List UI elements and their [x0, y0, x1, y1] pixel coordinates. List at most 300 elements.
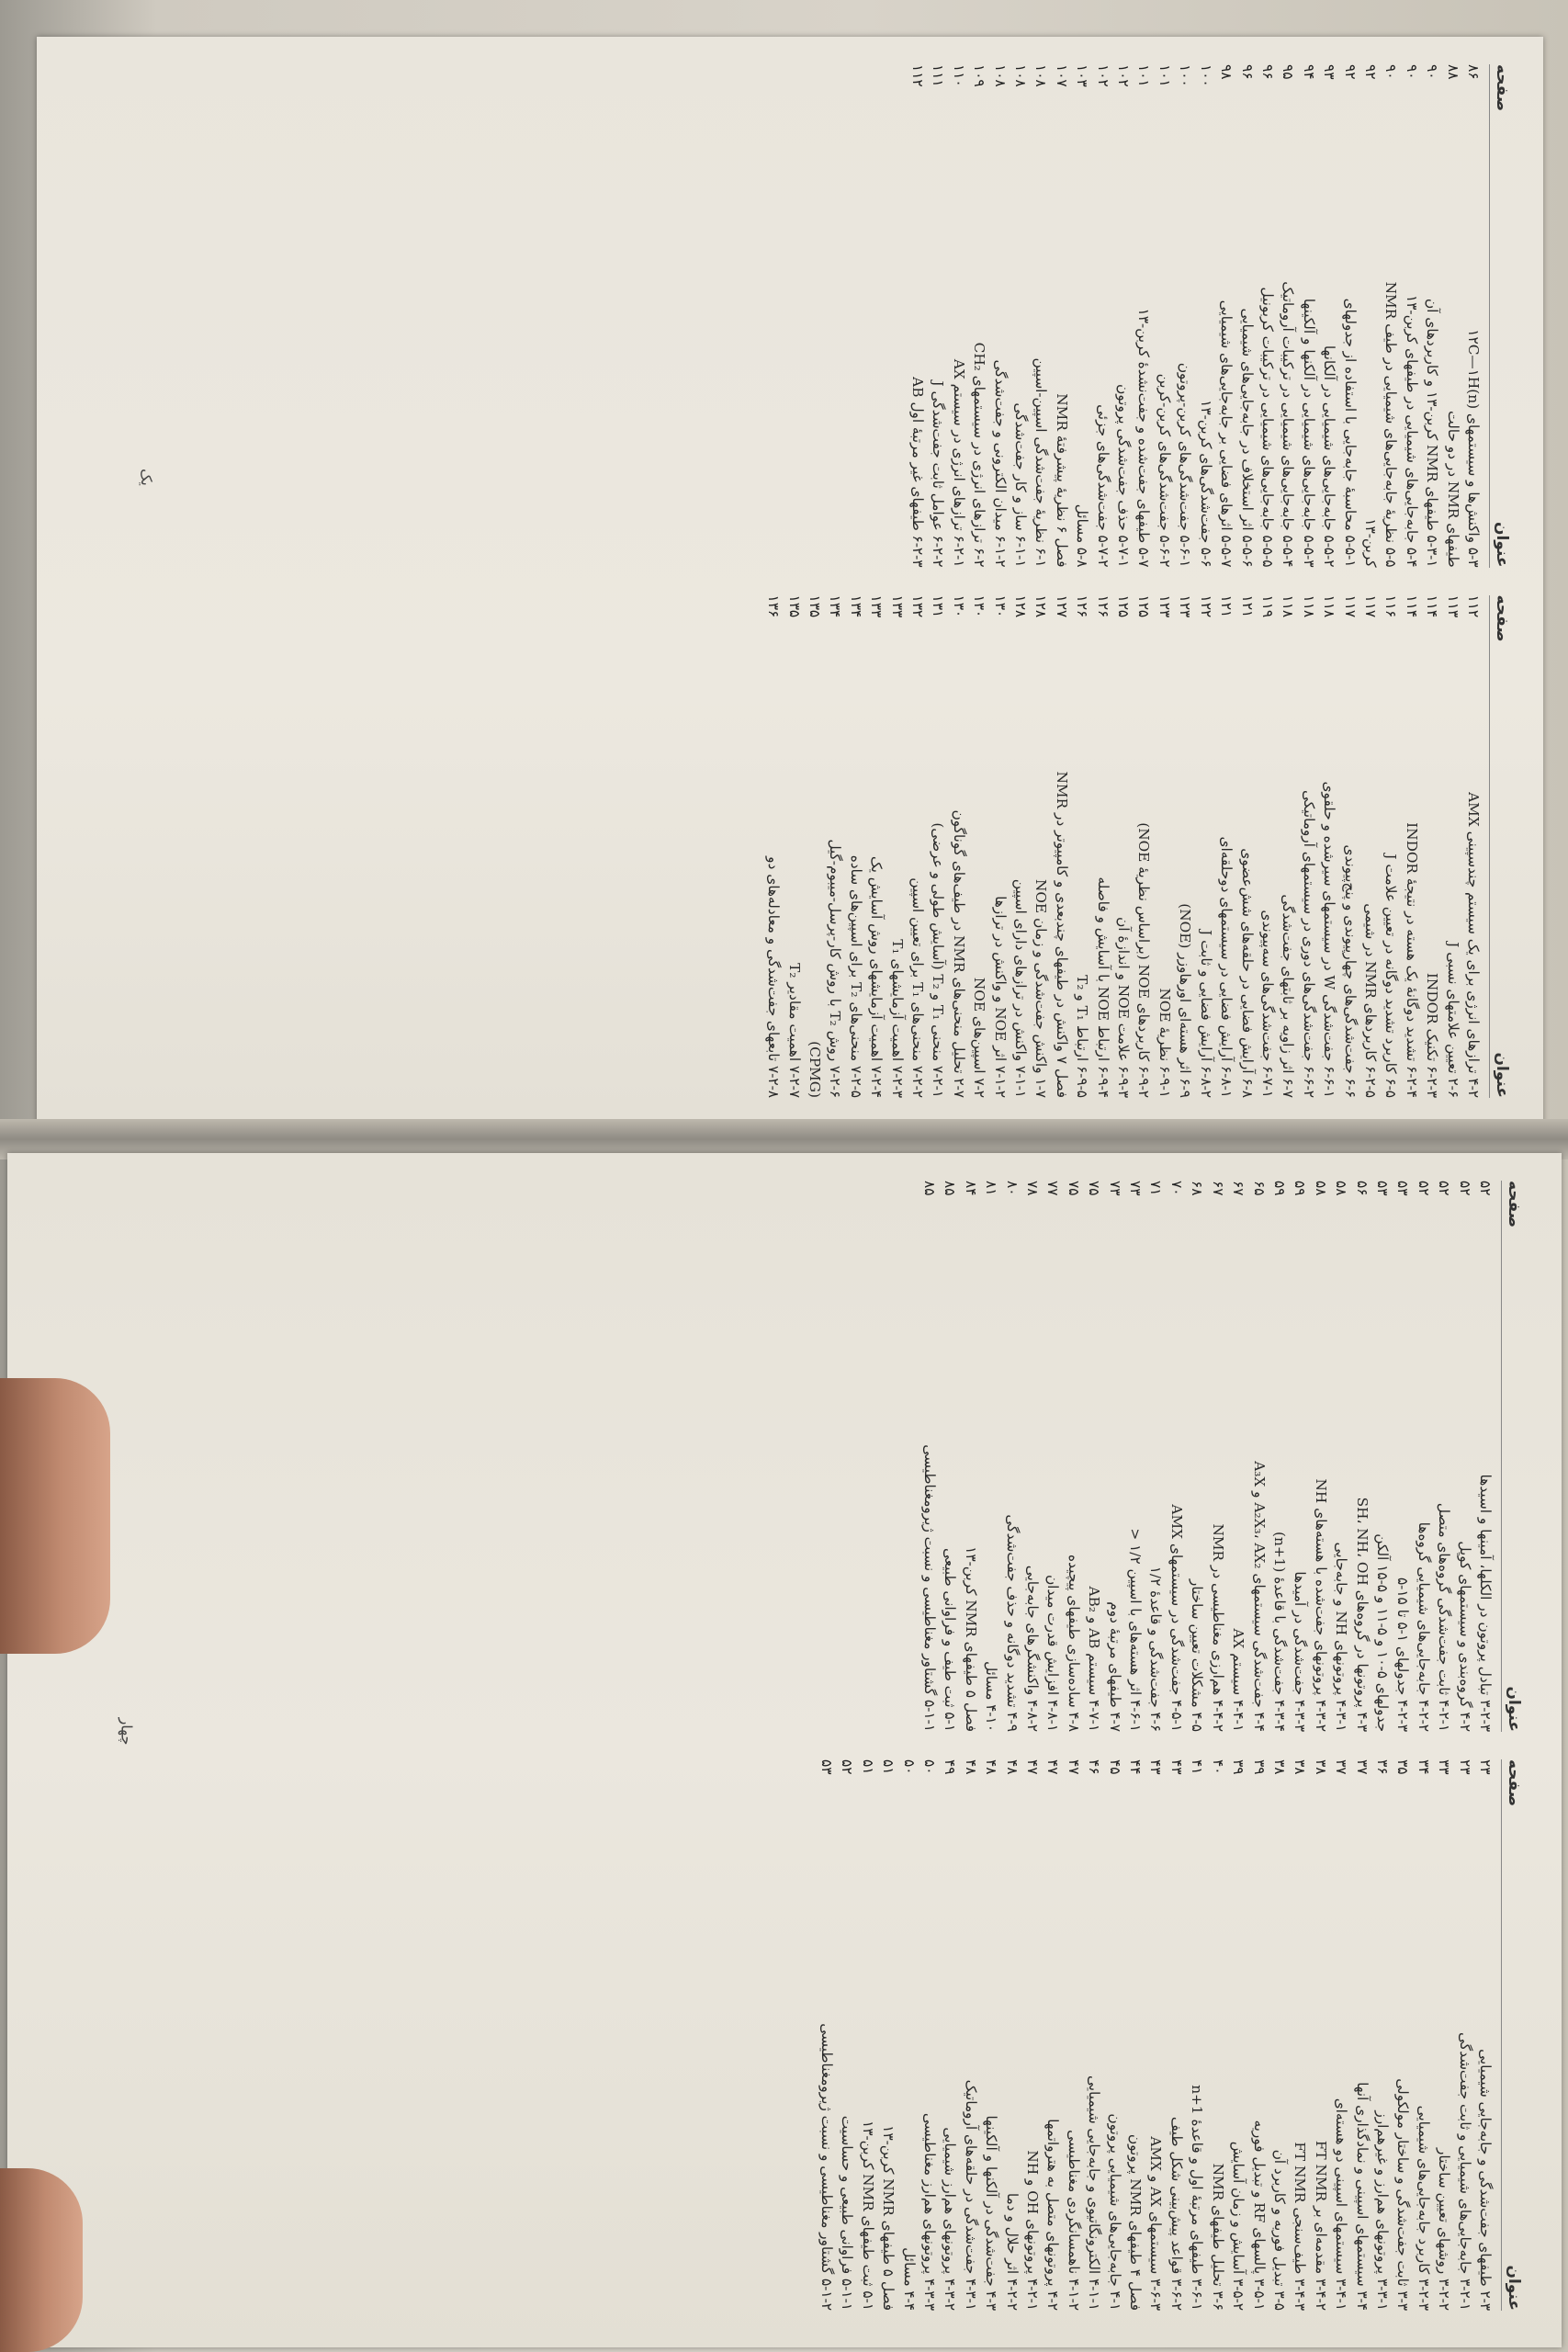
toc-entry	[1319, 64, 1339, 568]
toc-entry-title: ۷-۲-۴ اهمیت آزمایشهای روش آسایش یک	[868, 855, 886, 1098]
toc-entry-page: ۱۳۲	[909, 594, 927, 618]
toc-entry-title: ۴-۲-۳ جدولهای ۱-۵ تا ۱۵-۵	[1394, 1577, 1412, 1732]
toc-entry-page: ۴۴	[1127, 1759, 1145, 1775]
toc-entry-page: ۹۲	[1361, 64, 1379, 80]
header-page: صفحه	[1493, 594, 1511, 642]
toc-entry	[1310, 1759, 1330, 2311]
toc-entry-page: ۹۴	[1300, 64, 1317, 80]
toc-entry-title: ۴-۵ مشکلات تعیین ساختار	[1189, 1578, 1206, 1732]
toc-entry-title: ۳-۲-۳ کاربرد جابه‌جایی‌های شیمیایی	[1415, 2105, 1432, 2311]
toc-entry-page: ۷۰	[1168, 1181, 1185, 1196]
toc-entry-page: ۱۱۶	[1382, 594, 1400, 618]
toc-entry-title: ۴-۴ مسائل	[900, 2247, 918, 2311]
toc-entry-page: ۱۳۶	[765, 594, 783, 618]
toc-entry-page: ۹۲	[1341, 64, 1359, 80]
toc-entry-page: ۱۰۳	[1074, 64, 1091, 87]
toc-entry	[989, 64, 1010, 568]
toc-entry-page: ۹۶	[1238, 64, 1256, 80]
toc-entry	[1175, 64, 1195, 568]
toc-entry-title: ۶-۱ نظریهٔ جفت‌شدگی اسپین-اسپین	[1032, 357, 1050, 568]
toc-entry-title: ۴-۴-۲ هم‌ارزی مغناطیسی در NMR	[1209, 1523, 1226, 1732]
toc-entry-title: ۵-۸ مسائل	[1074, 503, 1091, 568]
toc-entry	[981, 1181, 1001, 1732]
toc-entry	[1043, 1181, 1063, 1732]
toc-entry	[948, 64, 968, 568]
toc-entry	[1216, 595, 1236, 1099]
page-folio: یک	[137, 469, 155, 486]
toc-entry	[866, 595, 886, 1099]
toc-entry	[1031, 595, 1051, 1099]
toc-entry-page: ۴۷	[1024, 1759, 1042, 1775]
toc-entry-page: ۴۰	[1209, 1759, 1226, 1775]
toc-entry	[1393, 1181, 1413, 1732]
toc-entry-page: ۸۰	[1003, 1181, 1021, 1196]
toc-entry	[1195, 64, 1215, 568]
toc-entry-page: ۱۱۳	[1444, 594, 1461, 618]
toc-entry-title: ۳-۶ تحلیل طیفهای NMR	[1209, 2163, 1226, 2311]
toc-entry-page: ۱۲۶	[1074, 594, 1091, 618]
toc-entry-page: ۱۲۸	[1032, 594, 1050, 618]
toc-entry-page: ۷۷	[1044, 1181, 1062, 1196]
toc-entry-page: ۵۶	[1353, 1181, 1371, 1196]
toc-entry-page: ۳۳	[1436, 1759, 1453, 1775]
toc-entry-title: ۶-۹-۱ نظریهٔ NOE	[1156, 988, 1173, 1098]
toc-entry-page: ۱۲۳	[1156, 594, 1173, 618]
toc-entry-title: ۵-۵-۶ اثر استخلاف در جابه‌جایی‌های شیمیایی	[1238, 308, 1256, 568]
toc-entry-title: ۲-۷ تحلیل منحنی‌های NMR در طیف‌های گوناگون	[950, 809, 967, 1098]
toc-entry-page: ۵۸	[1333, 1181, 1350, 1196]
toc-entry	[1092, 64, 1112, 568]
toc-entry	[928, 64, 948, 568]
toc-entry	[1413, 1759, 1433, 2311]
toc-entry-title: ۴-۱-۱ الکترونگاتیوی و جابه‌جایی شیمیایی	[1086, 2075, 1103, 2311]
toc-entry-title: طیفهای NMR در دو حالت	[1444, 411, 1461, 568]
toc-entry	[1372, 1181, 1393, 1732]
toc-entry-page: ۱۳۰	[991, 594, 1009, 618]
toc-entry-page: ۹۰	[1424, 64, 1441, 80]
toc-entry	[919, 1759, 940, 2311]
toc-entry-page: ۵۹	[1292, 1181, 1309, 1196]
toc-entry-title: ۶-۲-۴ تشدید دوگانهٔ یک هسته در نتیجهٔ INDOR	[1403, 822, 1420, 1098]
toc-entry	[805, 595, 825, 1099]
toc-entry	[1104, 1181, 1124, 1732]
toc-entry-title: ۵-۵-۷ اثرهای فضایی بر جابه‌جایی‌های شیمیایی	[1218, 300, 1235, 568]
toc-entry-title: ۶-۲-۱ ترازهای انرژی در سیستم AX	[950, 358, 967, 568]
toc-entry-page: ۹۳	[1321, 64, 1338, 80]
toc-entry	[1228, 1759, 1248, 2311]
toc-entry-title: کربن-۱۳	[1361, 518, 1379, 568]
toc-entry-title: ۶-۶ جفت‌شدگی‌های چهارپیوندی و پنج‌پیوندی	[1341, 844, 1359, 1098]
toc-entry-page: ۱۱۷	[1341, 594, 1359, 618]
toc-entry-page: ۱۱۴	[1403, 594, 1420, 618]
toc-entry	[1434, 1181, 1454, 1732]
toc-entry	[1092, 595, 1112, 1099]
toc-entry-page: ۱۳۵	[807, 594, 823, 618]
toc-entry-page: ۸۵	[921, 1181, 939, 1196]
toc-entry-page: ۳۶	[1373, 1759, 1391, 1775]
toc-entry-page: ۴۸	[962, 1759, 979, 1775]
toc-entry-title: ۳-۵-۱ پالسهای RF و تبدیل فوریه	[1250, 2120, 1268, 2311]
toc-entry	[1442, 64, 1462, 568]
toc-entry-title: ۵-۵-۵ جابه‌جایی‌های شیمیایی در ترکیبات کربونیل	[1258, 287, 1276, 568]
toc-entry	[817, 1759, 837, 2311]
toc-entry	[878, 1759, 898, 2311]
toc-entry-page: ۱۰۱	[1135, 64, 1153, 87]
toc-entry-page: ۶۷	[1209, 1181, 1226, 1196]
toc-entry-title: ۵-۱ ثبت طیف و فراوانی طبیعی	[942, 1547, 959, 1732]
toc-entry-title: ۶-۶-۲ جفت‌شدگی‌های دوری در سیستمهای آروماتیکی	[1300, 789, 1317, 1098]
toc-entry-page: ۵۲	[1456, 1181, 1473, 1196]
bottom-col-left	[817, 1181, 1523, 1732]
toc-entry	[1113, 595, 1134, 1099]
toc-entry	[940, 1181, 960, 1732]
toc-entry-page: ۵۸	[1312, 1181, 1329, 1196]
toc-entry-title: ۷-۲-۶ روش T₂ با روش کار-پرسل-میبوم-گیل	[827, 839, 844, 1098]
toc-entry	[1298, 64, 1318, 568]
toc-entry-title: ۳-۴ سیستمهای اسپینی و نمادگذاری آنها	[1353, 2082, 1371, 2311]
toc-entry	[1228, 1181, 1248, 1732]
toc-entry-title: ۶-۶-۱ جفت‌شدگی W در سیستمهای سیرشده و حلقوی	[1321, 781, 1338, 1098]
hand-thumb	[0, 1378, 110, 1654]
toc-entry-page: ۴۶	[1086, 1759, 1103, 1775]
toc-entry	[1360, 595, 1381, 1099]
toc-entry-page: ۵۳	[1373, 1181, 1391, 1196]
toc-entry	[1310, 1181, 1330, 1732]
toc-entry-title: ۶-۲-۳ طیفهای غیر مرتبهٔ اول AB	[909, 377, 927, 568]
toc-entry-title: ۷-۲-۵ منحنی‌های T₂ برای اسپین‌های ساده	[847, 854, 864, 1098]
toc-entry-page: ۵۲	[839, 1759, 856, 1775]
toc-entry	[1351, 1759, 1371, 2311]
toc-entry-page: ۱۱۲	[1465, 594, 1482, 618]
toc-entry-page: ۸۴	[962, 1181, 979, 1196]
toc-entry	[1463, 595, 1483, 1099]
toc-entry-title: ۱-۷ واکنش جفت‌شدگی و زمان NOE	[1032, 878, 1050, 1098]
toc-entry	[1167, 1759, 1187, 2311]
toc-entry-title: فصل ۵ طیفهای NMR کربن-۱۳	[962, 1546, 979, 1732]
toc-entry-title: ۶-۷-۱ جفت‌شدگی‌های سه‌پیوندی	[1258, 910, 1276, 1098]
toc-entry-title: ۴-۴-۱ سیستم AX	[1230, 1628, 1247, 1732]
toc-entry	[1422, 64, 1442, 568]
toc-entry	[1434, 1759, 1454, 2311]
toc-entry-title: ۴-۲-۱ ثابت جفت‌شدگی گروه‌های متصل	[1436, 1502, 1453, 1732]
toc-entry	[1248, 1181, 1269, 1732]
toc-entry-page: ۶۵	[1250, 1181, 1268, 1196]
toc-entry	[960, 1181, 980, 1732]
toc-entry	[1145, 1759, 1166, 2311]
toc-entry-page: ۳۴	[1415, 1759, 1432, 1775]
toc-entry	[1331, 1181, 1351, 1732]
toc-entry-title: ۵-۵ نظریهٔ جابه‌جایی‌های شیمیایی در طیف NMR	[1382, 281, 1400, 568]
toc-entry-title: ۳-۴-۲ مقدمه‌ای بر FT NMR	[1312, 2140, 1329, 2311]
toc-entry-title: ۴-۲-۲ جابه‌جایی‌های شیمیایی گروه‌ها	[1415, 1521, 1432, 1732]
toc-entry	[1454, 1181, 1474, 1732]
toc-entry-page: ۱۱۸	[1300, 594, 1317, 618]
toc-entry	[886, 595, 907, 1099]
toc-entry-page: ۴۱	[1189, 1759, 1206, 1775]
toc-entry-page: ۵۱	[859, 1759, 876, 1775]
toc-entry-title: ۵-۷-۱ حذف جفت‌شدگی پروتون	[1115, 383, 1133, 568]
toc-entry	[1339, 64, 1359, 568]
toc-entry-title: ۴-۲ پروتونهای متصل به هترواتمها	[1044, 2119, 1062, 2311]
toc-entry-page: ۱۲۵	[1135, 594, 1153, 618]
toc-entry	[1331, 1759, 1351, 2311]
toc-entry-title: ۴-۱۰ مسائل	[983, 1660, 1000, 1732]
toc-entry	[1372, 1759, 1393, 2311]
toc-entry	[1442, 595, 1462, 1099]
toc-entry	[857, 1759, 877, 2311]
toc-entry-title: ۴-۳-۳ جفت‌شدگی در آمیدها	[1292, 1571, 1309, 1732]
toc-entry-title: ۶-۲ ترازهای انرژی در سیستمهای CH₂	[971, 342, 988, 568]
toc-entry	[1063, 1759, 1083, 2311]
toc-entry-title: ۶-۹-۳ علامت NOE و اندازهٔ آن	[1115, 917, 1133, 1098]
toc-entry-page: ۱۰۸	[1012, 64, 1030, 87]
toc-entry	[1248, 1759, 1269, 2311]
toc-entry-page: ۱۰۰	[1197, 64, 1214, 87]
toc-entry	[1258, 64, 1278, 568]
toc-entry-page: ۸۸	[1444, 64, 1461, 80]
toc-entry	[1195, 595, 1215, 1099]
toc-entry	[763, 595, 784, 1099]
toc-entry-page: ۳۸	[1270, 1759, 1288, 1775]
toc-entry-page: ۹۸	[1218, 64, 1235, 80]
toc-entry-title: ۵-۱-۲ گشتاور مغناطیسی و نسبت ژیرومغناطیسی	[818, 2023, 835, 2311]
toc-entry-page: ۵۰	[921, 1759, 939, 1775]
toc-entry-page: ۳۷	[1353, 1759, 1371, 1775]
toc-entry	[1236, 64, 1257, 568]
toc-entry-title: ۴-۲-۲ اثر حلال و دما	[1003, 2192, 1021, 2311]
toc-entry-page: ۱۲۸	[1012, 594, 1030, 618]
toc-entry-title: ۶-۲-۳ تکنیک INDOR	[1424, 972, 1441, 1098]
toc-entry	[1125, 1759, 1145, 2311]
toc-entry-page: ۷۵	[1086, 1181, 1103, 1196]
toc-entry-page: ۴۷	[1065, 1759, 1082, 1775]
toc-entry-page: ۱۰۷	[1053, 64, 1070, 87]
toc-entry-title: ۳-۵-۲ آسایش و زمان آسایش	[1230, 2141, 1247, 2311]
toc-entry-title: ۶-۲-۲ عوامل ثابت جفت‌شدگی J	[930, 380, 947, 568]
toc-entry	[1187, 1181, 1207, 1732]
toc-entry-page: ۶۷	[1230, 1181, 1247, 1196]
toc-entry-page: ۵۲	[1436, 1181, 1453, 1196]
toc-entry-title: ۵-۵-۲ جابه‌جایی‌های شیمیایی در آلکانها	[1321, 345, 1338, 568]
toc-entry-title: ۴-۳ پروتونها در گروه‌های SH، NH، OH	[1353, 1497, 1371, 1732]
header-page: صفحه	[1505, 1759, 1523, 1807]
toc-entry	[1298, 595, 1318, 1099]
toc-entry-title: فصل ۷ واکنش در طیفهای چندبعدی و کامپیوتر در NMR	[1053, 771, 1070, 1098]
toc-entry	[1381, 595, 1401, 1099]
toc-entry-title: ۳-۴-۱ سیستمهای اسپینی دو هسته‌ای	[1333, 2098, 1350, 2311]
toc-entry-page: ۱۰۰	[1177, 64, 1194, 87]
toc-entry-page: ۵۳	[1394, 1181, 1412, 1196]
toc-entry	[1290, 1759, 1310, 2311]
toc-entry-page: ۱۳۱	[930, 594, 947, 618]
toc-entry-page: ۱۰۸	[1032, 64, 1050, 87]
toc-entry	[1454, 1759, 1474, 2311]
toc-entry-page: ۵۱	[880, 1759, 897, 1775]
toc-entry	[928, 595, 948, 1099]
toc-entry	[898, 1759, 919, 2311]
toc-entry-page: ۸۱	[983, 1181, 1000, 1196]
toc-entry-title: ۶-۹ اثر هسته‌ای اورهاوزر (NOE)	[1177, 903, 1194, 1098]
toc-entry	[1351, 1181, 1371, 1732]
toc-entry	[1413, 1181, 1433, 1732]
bottom-page-content	[90, 1181, 1523, 2311]
toc-entry	[1167, 1181, 1187, 1732]
toc-entry-page: ۴۸	[983, 1759, 1000, 1775]
header-page: صفحه	[1493, 64, 1511, 112]
toc-entry-title: ۴-۷ طیفهای مرتبهٔ دوم	[1106, 1601, 1123, 1732]
toc-entry-page: ۲۳	[1477, 1759, 1494, 1775]
toc-entry-page: ۴۵	[1106, 1759, 1123, 1775]
toc-entry-page: ۱۱۸	[1280, 594, 1297, 618]
toc-entry	[1072, 64, 1092, 568]
toc-entry-title: ۶-۸-۲ آرایش فضایی و ثابت J	[1197, 930, 1214, 1098]
toc-entry-page: ۱۱۴	[1424, 594, 1441, 618]
toc-entry-title: ۴-۸-۱ افزایش قدرت میدان	[1044, 1574, 1062, 1732]
toc-entry-title: ۶-۵ کاربرد تشدید دوگانه در تعیین علامت J	[1382, 854, 1400, 1098]
toc-entry-title: ۴-۱ جابه‌جایی‌های شیمیایی پروتون	[1106, 2113, 1123, 2311]
column-header	[1501, 1181, 1523, 1732]
toc-entry	[1063, 1181, 1083, 1732]
toc-entry-page: ۱۰۲	[1094, 64, 1111, 87]
toc-entry-page: ۱۱۲	[909, 64, 927, 87]
toc-entry-page: ۱۲۱	[1218, 594, 1235, 618]
toc-entry-page: ۹۵	[1280, 64, 1297, 80]
toc-entry	[1207, 1181, 1227, 1732]
toc-entry-title: جدولهای ۵-۱۰ و ۵-۱۱ و ۵-۱۵ آلکن	[1373, 1533, 1391, 1732]
toc-entry-page: ۱۲۶	[1094, 594, 1111, 618]
toc-entry	[969, 595, 989, 1099]
toc-entry-title: ۴-۴ جفت‌شدگی سیستمهای A₂X₃، AX₂ و A₃X	[1250, 1461, 1268, 1732]
bottom-page	[7, 1153, 1562, 2347]
toc-entry	[845, 595, 865, 1099]
toc-entry-title: ۴-۶-۱ اثر هسته‌های با اسپین ۱/۲ <	[1127, 1528, 1145, 1732]
toc-entry-title: ۵-۳-۱ طیفهای NMR کربن-۱۳ و کاربردهای آن	[1424, 298, 1441, 568]
toc-entry-title: ۴-۸-۲ واکنشگرهای جابه‌جایی	[1024, 1565, 1042, 1732]
toc-entry-page: ۳۷	[1333, 1759, 1350, 1775]
toc-entry	[1175, 595, 1195, 1099]
toc-entry	[1134, 595, 1154, 1099]
toc-entry-title: ۳-۵ تبدیل فوریه و کاربرد آن	[1270, 2149, 1288, 2311]
toc-entry-page: ۵۳	[818, 1759, 835, 1775]
column-header	[1501, 1759, 1523, 2311]
toc-entry	[1269, 1759, 1290, 2311]
toc-entry	[981, 1759, 1001, 2311]
toc-entry-page: ۱۲۳	[1177, 594, 1194, 618]
toc-entry	[1360, 64, 1381, 568]
toc-entry	[908, 64, 928, 568]
toc-entry-page: ۸۵	[942, 1181, 959, 1196]
toc-entry-page: ۳۸	[1292, 1759, 1309, 1775]
toc-entry-page: ۷۳	[1127, 1181, 1145, 1196]
toc-entry-title: فصل ۵ طیفهای NMR کربن-۱۳	[880, 2125, 897, 2311]
toc-entry	[1010, 64, 1031, 568]
toc-entry-title: ۳-۳ ثابت جفت‌شدگی و ساختار مولکولی	[1394, 2078, 1412, 2311]
toc-entry	[1475, 1181, 1495, 1732]
toc-entry-title: ۳-۶-۱ طیفهای مرتبهٔ اول و قاعدهٔ n+1	[1189, 2085, 1206, 2311]
hand-fingers	[0, 2168, 83, 2352]
toc-entry-title: ۵-۴ جابه‌جایی‌های شیمیایی در طیفهای کربن-۱۳	[1403, 294, 1420, 568]
toc-entry-title: ۷-۱-۲ اثر NOE و واکنش در ترازها	[991, 896, 1009, 1098]
toc-entry-page: ۱۰۱	[1156, 64, 1173, 87]
toc-entry-page: ۱۱۸	[1321, 594, 1338, 618]
toc-entry	[1145, 1181, 1166, 1732]
toc-entry-title: فصل ۴ طیفهای NMR پروتون	[1127, 2133, 1145, 2311]
toc-entry-title: ۴-۲-۱ پروتونهای OH و NH	[1024, 2150, 1042, 2311]
toc-entry	[1134, 64, 1154, 568]
toc-entry-title: ۴-۲ گروه‌بندی و سیستمهای کوپل	[1456, 1541, 1473, 1732]
toc-entry-page: ۱۰۸	[991, 64, 1009, 87]
toc-entry-page: ۵۹	[1270, 1181, 1288, 1196]
toc-entry	[1236, 595, 1257, 1099]
toc-entry-page: ۷۸	[1024, 1181, 1042, 1196]
toc-entry-page: ۴۹	[942, 1759, 959, 1775]
toc-entry-title: ۴-۳-۳ پروتونهای هم‌ارز مغناطیسی	[921, 2112, 939, 2311]
toc-entry-title: ۵-۳ واکنش‌ها و سیستمهای ۱۲C—۱H(n)	[1465, 329, 1482, 568]
toc-entry-title: ۴-۲ ترازهای انرژی برای یک سیستم چندسپینی AMX	[1465, 792, 1482, 1098]
toc-entry-page: ۴۳	[1168, 1759, 1185, 1775]
toc-entry	[784, 595, 804, 1099]
toc-entry	[1422, 595, 1442, 1099]
header-page: صفحه	[1505, 1181, 1523, 1228]
toc-entry-page: ۱۳۴	[827, 594, 844, 618]
top-col-right	[763, 595, 1511, 1099]
toc-entry-page: ۶۸	[1189, 1181, 1206, 1196]
toc-entry-page: ۴۷	[1044, 1759, 1062, 1775]
toc-entry-title: ۵-۵-۳ جابه‌جایی‌های شیمیایی در آلکنها و آلکینها	[1300, 298, 1317, 568]
toc-entry-page: ۳۵	[1394, 1759, 1412, 1775]
toc-entry-title: ۵-۵-۴ جابه‌جایی‌های شیمیایی در ترکیبات آروماتیک	[1280, 281, 1297, 568]
toc-entry	[1381, 64, 1401, 568]
toc-entry	[1051, 64, 1071, 568]
top-page-content	[69, 64, 1511, 1098]
toc-entry-page: ۲۳	[1456, 1759, 1473, 1775]
top-page	[37, 37, 1543, 1125]
toc-entry-page: ۹۰	[1382, 64, 1400, 80]
toc-entry	[1278, 595, 1298, 1099]
toc-entry-title: ۷-۲-۲ منحنی‌های T₁ برای تعیین اسپین	[909, 877, 927, 1098]
toc-entry-title: ۵-۷-۲ جفت‌شدگی‌های جزئی	[1094, 404, 1111, 568]
toc-entry-page: ۱۱۷	[1361, 594, 1379, 618]
toc-entry-page: ۷۱	[1147, 1181, 1165, 1196]
toc-entry-title: ۶-۹-۴ ارتباط NOE با آسایش و فاصله	[1094, 876, 1111, 1098]
toc-entry-title: ۶-۸ آرایش فضایی در حلقه‌های شش‌عضوی	[1238, 848, 1256, 1098]
toc-entry	[919, 1181, 940, 1732]
toc-entry-page: ۱۰۲	[1115, 64, 1133, 87]
toc-entry-title: فصل ۶ نظریهٔ پیشرفتهٔ NMR	[1053, 393, 1070, 568]
toc-entry-title: ۵-۶ جفت‌شدگی‌های کربن-۱۳	[1197, 400, 1214, 568]
toc-entry	[1339, 595, 1359, 1099]
toc-entry-page: ۱۳۰	[971, 594, 988, 618]
header-title: عنوان	[1505, 2265, 1523, 2311]
toc-entry-page: ۱۳۴	[847, 594, 864, 618]
top-col-left	[763, 64, 1511, 568]
toc-entry	[989, 595, 1010, 1099]
toc-entry-page: ۴۸	[1003, 1759, 1021, 1775]
toc-entry-page: ۳۸	[1312, 1759, 1329, 1775]
toc-entry	[1001, 1759, 1021, 2311]
toc-entry	[1269, 1181, 1290, 1732]
toc-entry-title: ۴-۹ تشدید دوگانه و حذف جفت‌شدگی	[1003, 1514, 1021, 1732]
toc-entry-title: ۳-۲-۱ جابه‌جایی‌های شیمیایی و ثابت جفت‌شدگی	[1456, 2032, 1473, 2311]
toc-entry-title: ۵-۷ طیفهای جفت‌شده و جفت‌نشدهٔ کربن-۱۳	[1135, 308, 1153, 568]
toc-entry-title: (CPMG)	[807, 1041, 823, 1098]
toc-entry	[1463, 64, 1483, 568]
toc-entry-page: ۱۳۵	[785, 594, 803, 618]
toc-entry	[960, 1759, 980, 2311]
toc-entry-page: ۳۹	[1230, 1759, 1247, 1775]
toc-entry	[1043, 1759, 1063, 2311]
toc-entry-page: ۱۱۰	[950, 64, 967, 87]
